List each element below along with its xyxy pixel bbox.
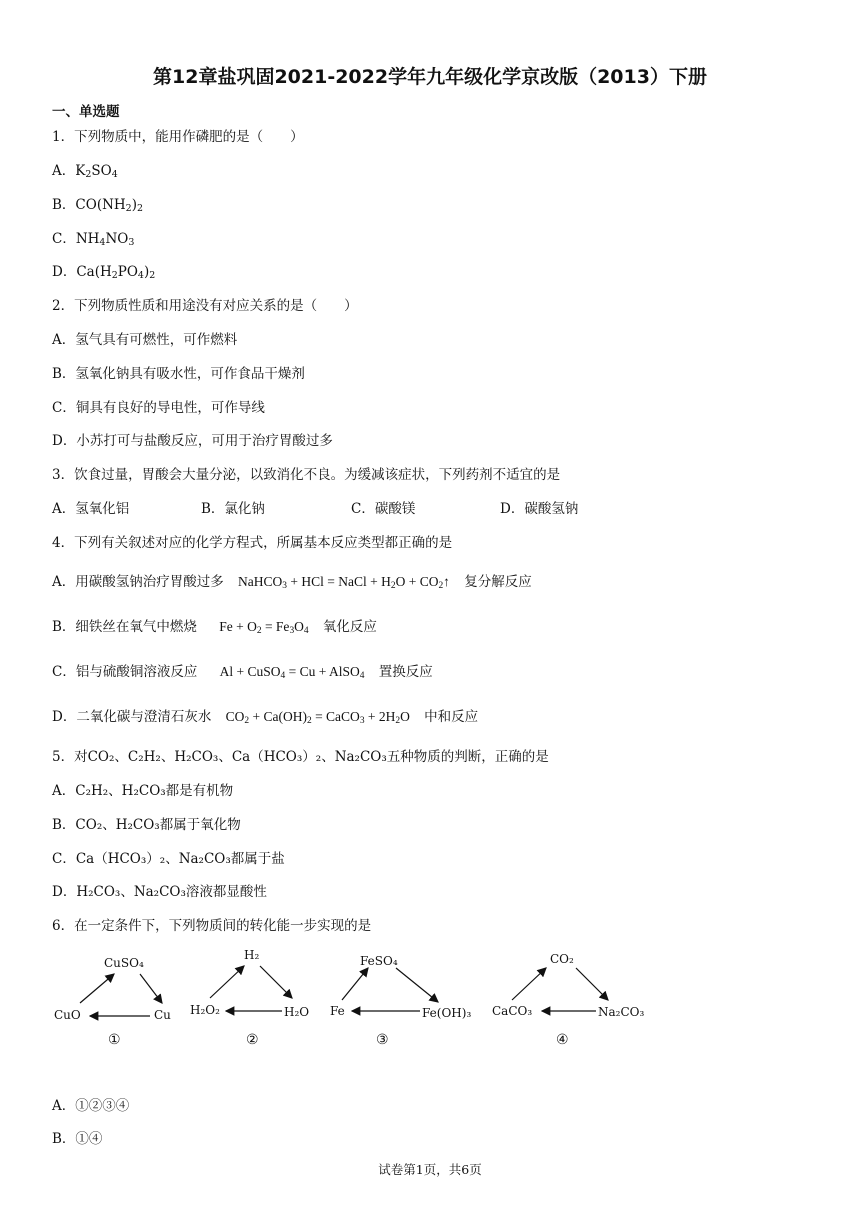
subscript: 2	[111, 270, 118, 281]
question-2-option-b[interactable]: B．氢氧化钠具有吸水性，可作食品干燥剂	[52, 366, 305, 382]
diagram-number: ①	[108, 1032, 121, 1048]
diagram-right-substance: Fe(OH)₃	[422, 1006, 472, 1020]
subscript: 4	[111, 169, 118, 180]
chemical-equation: NaHCO$_3$ + HCl = NaCl + $H_2O$ + $CO_2↑$	[238, 574, 450, 591]
option-text: B．细铁丝在氧气中燃烧	[52, 619, 197, 635]
subscript: 2	[125, 203, 132, 214]
subscript: 4	[137, 270, 144, 281]
option-text: D．二氧化碳与澄清石灰水	[52, 709, 212, 725]
question-2-option-d[interactable]: D．小苏打可与盐酸反应，可用于治疗胃酸过多	[52, 433, 333, 449]
question-4-stem: 4．下列有关叙述对应的化学方程式，所属基本反应类型都正确的是	[52, 535, 453, 551]
diagram-top-substance: CO₂	[550, 952, 574, 966]
option-text: )	[143, 264, 150, 280]
question-6-stem: 6．在一定条件下，下列物质间的转化能一步实现的是	[52, 918, 372, 934]
question-3-option-a[interactable]: A．氢氧化铝	[52, 501, 130, 517]
option-text: C．NH	[52, 231, 100, 247]
page-title: 第12章盐巩固2021-2022学年九年级化学京改版（2013）下册	[153, 66, 707, 88]
diagram-left-substance: CaCO₃	[492, 1004, 533, 1018]
question-3-option-c[interactable]: C．碳酸镁	[351, 501, 416, 517]
option-text: NO	[105, 231, 129, 247]
diagram-top-substance: H₂	[244, 948, 260, 962]
reaction-type: 复分解反应	[464, 574, 532, 590]
option-text: C．铝与硫酸铜溶液反应	[52, 664, 198, 680]
conversion-diagram-4	[490, 948, 660, 1048]
reaction-type: 氧化反应	[322, 619, 377, 635]
option-text: A．用碳酸氢钠治疗胃酸过多	[52, 574, 224, 590]
question-1-option-c[interactable]	[52, 229, 134, 249]
question-1-stem: 1．下列物质中，能用作磷肥的是（ ）	[52, 129, 304, 145]
question-1-option-d[interactable]	[52, 262, 155, 282]
diagram-left-substance: H₂O₂	[190, 1003, 220, 1017]
question-5-option-c[interactable]: C．Ca（HCO₃）₂、Na₂CO₃都属于盐	[52, 851, 285, 867]
chemical-equation: $CO_2 + Ca(OH)_2$ = CaCO$_3$ + $2H_2O$	[225, 709, 410, 726]
option-text: B．CO(NH	[52, 197, 126, 213]
chemical-equation: Al + CuSO$_4$ = Cu + AlSO$_4$	[219, 664, 365, 681]
subscript: 2	[136, 203, 143, 214]
option-text: SO	[91, 163, 112, 179]
diagram-number: ③	[376, 1032, 389, 1048]
diagram-top-substance: CuSO₄	[104, 956, 144, 970]
question-4-option-c[interactable]	[52, 662, 433, 682]
question-2-stem: 2．下列物质性质和用途没有对应关系的是（ ）	[52, 298, 358, 314]
diagram-right-substance: Na₂CO₃	[598, 1005, 645, 1019]
chemical-equation: $Fe + O_2 = Fe_3O_4$	[219, 619, 309, 636]
conversion-diagram-3	[328, 948, 488, 1048]
question-4-option-a[interactable]	[52, 572, 532, 592]
subscript: 4	[99, 237, 106, 248]
diagram-number: ②	[246, 1032, 259, 1048]
question-2-option-a[interactable]: A．氢气具有可燃性，可作燃料	[52, 332, 238, 348]
question-3-option-b[interactable]: B．氯化钠	[201, 501, 265, 517]
question-5-option-d[interactable]: D．H₂CO₃、Na₂CO₃溶液都显酸性	[52, 884, 267, 900]
question-3-stem: 3．饮食过量，胃酸会大量分泌，以致消化不良。为缓减该症状，下列药剂不适宜的是	[52, 467, 561, 483]
page-footer: 试卷第1页，共6页	[378, 1162, 482, 1177]
option-text: D．Ca(H	[52, 264, 112, 280]
conversion-diagram-2	[188, 948, 318, 1048]
option-text: PO	[117, 264, 138, 280]
diagram-right-substance: H₂O	[284, 1005, 310, 1019]
question-6-option-b[interactable]: B．①④	[52, 1131, 103, 1147]
reaction-type: 置换反应	[378, 664, 433, 680]
diagram-top-substance: FeSO₄	[360, 954, 398, 968]
question-5-stem: 5．对CO₂、C₂H₂、H₂CO₃、Ca（HCO₃）₂、Na₂CO₃五种物质的判断，正确的是	[52, 749, 549, 765]
reaction-type: 中和反应	[424, 709, 479, 725]
section-heading: 一、单选题	[52, 104, 120, 120]
diagram-right-substance: Cu	[154, 1008, 171, 1022]
option-text: A．K	[52, 163, 86, 179]
question-5-option-a[interactable]: A．C₂H₂、H₂CO₃都是有机物	[52, 783, 234, 799]
question-5-option-b[interactable]: B．CO₂、H₂CO₃都属于氧化物	[52, 817, 241, 833]
question-1-option-a[interactable]	[52, 161, 118, 181]
question-4-option-d[interactable]	[52, 707, 478, 727]
question-2-option-c[interactable]: C．铜具有良好的导电性，可作导线	[52, 400, 265, 416]
question-3-option-d[interactable]: D．碳酸氢钠	[500, 501, 579, 517]
diagram-left-substance: CuO	[54, 1008, 81, 1022]
subscript: 2	[85, 169, 92, 180]
subscript: 2	[149, 270, 156, 281]
question-6-option-a[interactable]: A．①②③④	[52, 1098, 130, 1114]
subscript: 3	[128, 237, 135, 248]
option-text: )	[131, 197, 137, 213]
diagram-number: ④	[556, 1032, 569, 1048]
question-4-option-b[interactable]	[52, 617, 377, 637]
diagram-left-substance: Fe	[330, 1004, 345, 1018]
conversion-diagram-1	[52, 948, 182, 1048]
question-1-option-b[interactable]	[52, 195, 143, 215]
